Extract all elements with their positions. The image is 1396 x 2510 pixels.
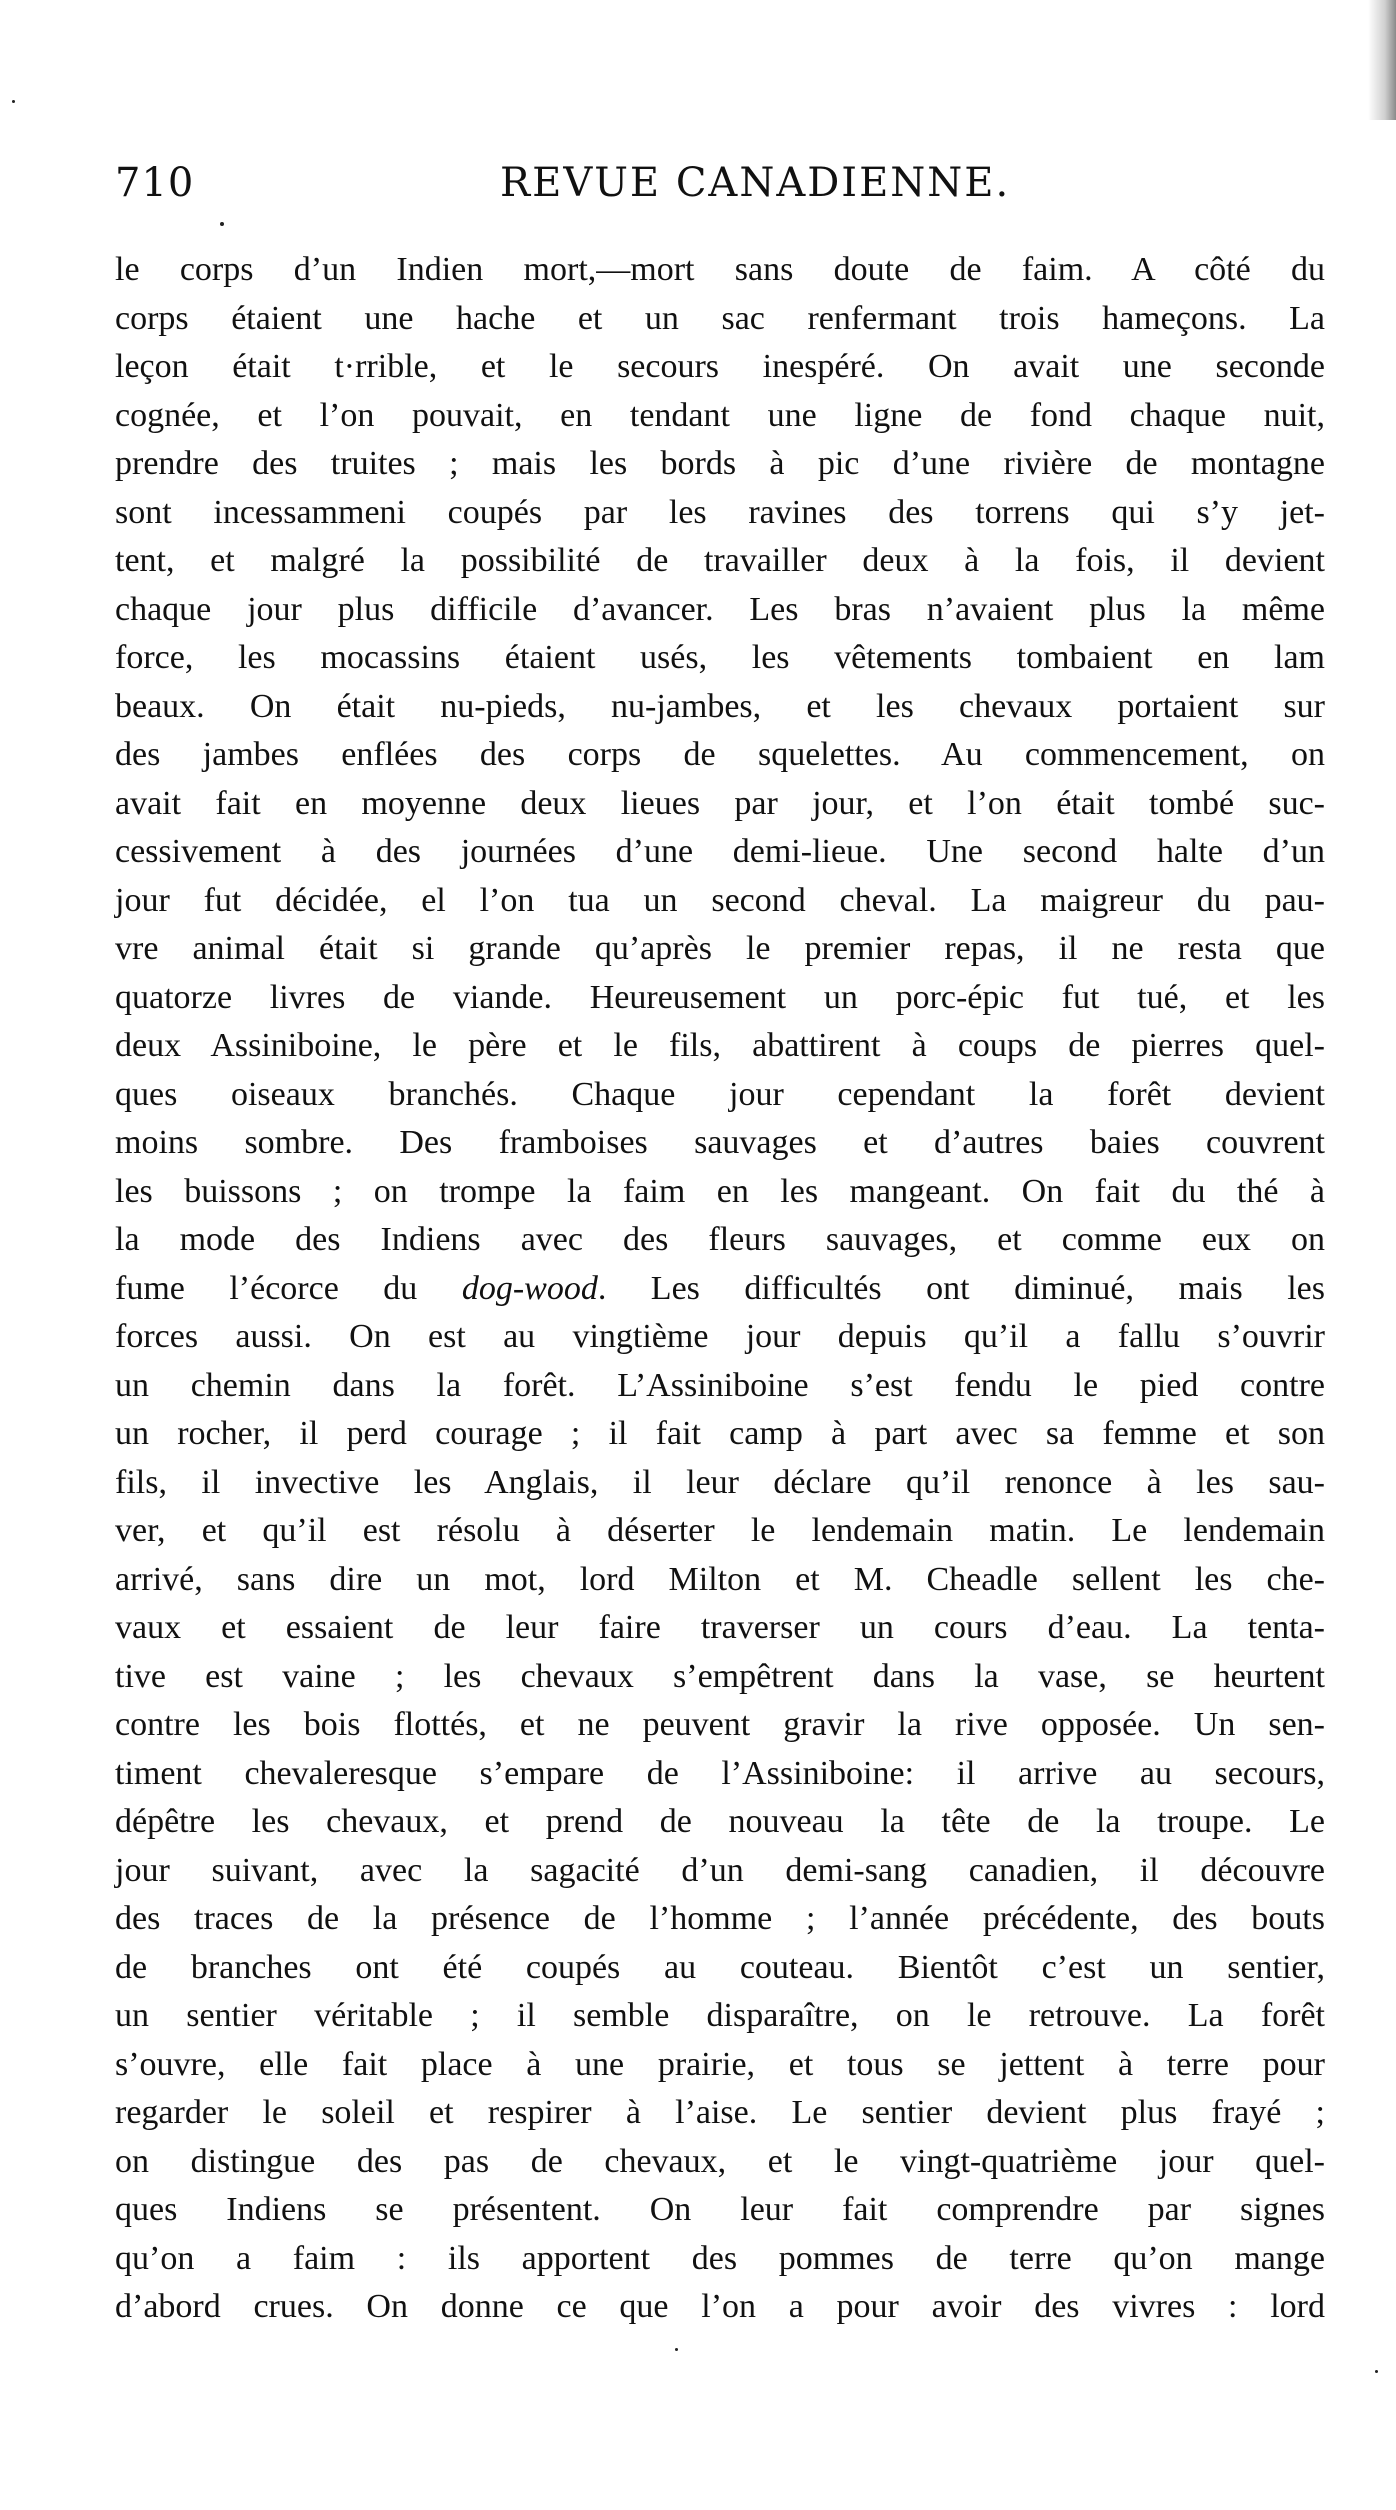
text-line: timent chevaleresque s’empare de l’Assiniboine: il arrive au secours, (115, 1754, 1325, 1792)
text-line: jour fut décidée, el l’on tua un second cheval. La maigreur du pau- (115, 881, 1325, 919)
text-line: chaque jour plus difficile d’avancer. Les bras n’avaient plus la même (115, 590, 1325, 628)
ink-speck (220, 222, 224, 226)
ink-speck (675, 2348, 678, 2351)
text-line: ques oiseaux branchés. Chaque jour cependant la forêt devient (115, 1075, 1325, 1113)
text-line: on distingue des pas de chevaux, et le vingt-quatrième jour quel- (115, 2142, 1325, 2180)
text-line: ver, et qu’il est résolu à déserter le lendemain matin. Le lendemain (115, 1512, 1325, 1549)
text-line: dépêtre les chevaux, et prend de nouveau la tête de la troupe. Le (115, 1803, 1325, 1840)
text-line: qu’on a faim : ils apportent des pommes de terre qu’on mange (115, 2239, 1325, 2277)
page-header (115, 160, 1325, 220)
text-line: de branches ont été coupés au couteau. Bientôt c’est un sentier, (115, 1948, 1325, 1986)
text-line: le corps d’un Indien mort,—mort sans doute de faim. A côté du (115, 251, 1325, 288)
ink-speck (1375, 2370, 1378, 2373)
ink-speck (12, 100, 15, 103)
text-line: cognée, et l’on pouvait, en tendant une ligne de fond chaque nuit, (115, 396, 1325, 434)
text-line: des traces de la présence de l’homme ; l’année précédente, des bouts (115, 1900, 1325, 1937)
text-line: ques Indiens se présentent. On leur fait comprendre par signes (115, 2191, 1325, 2228)
page-edge-shadow (1368, 0, 1396, 120)
text-line: les buissons ; on trompe la faim en les mangeant. On fait du thé à (115, 1172, 1325, 1210)
text-line: jour suivant, avec la sagacité d’un demi-sang canadien, il découvre (115, 1851, 1325, 1889)
italic-term: dog-wood (461, 1269, 598, 1307)
text-line: d’abord crues. On donne ce que l’on a pour avoir des vivres : lord (115, 2288, 1325, 2325)
running-title: REVUE CANADIENNE. (500, 160, 1011, 206)
body-text (115, 246, 1325, 2332)
text-line: forces aussi. On est au vingtième jour depuis qu’il a fallu s’ouvrir (115, 1318, 1325, 1355)
text-line: tent, et malgré la possibilité de travailler deux à la fois, il devient (115, 542, 1325, 579)
text-segment: . Les difficultés ont diminué, mais les (597, 1269, 1325, 1307)
text-line: leçon était t·rrible, et le secours inespéré. On avait une seconde (115, 348, 1325, 385)
text-segment: fume l’écorce du (115, 1269, 462, 1307)
text-line: des jambes enflées des corps de squelettes. Au commencement, on (115, 736, 1325, 773)
text-line: deux Assiniboine, le père et le fils, abattirent à coups de pierres quel- (115, 1027, 1325, 1064)
text-line: vaux et essaient de leur faire traverser un cours d’eau. La tenta- (115, 1609, 1325, 1646)
text-line: sont incessammeni coupés par les ravines des torrens qui s’y jet- (115, 493, 1325, 531)
page-number: 710 (115, 160, 195, 206)
text-line: regarder le soleil et respirer à l’aise. Le sentier devient plus frayé ; (115, 2094, 1325, 2131)
text-line: un rocher, il perd courage ; il fait camp à part avec sa femme et son (115, 1415, 1325, 1452)
text-line: arrivé, sans dire un mot, lord Milton et M. Cheadle sellent les che- (115, 1560, 1325, 1598)
text-line: quatorze livres de viande. Heureusement un porc-épic fut tué, et les (115, 978, 1325, 1016)
text-line: tive est vaine ; les chevaux s’empêtrent dans la vase, se heurtent (115, 1657, 1325, 1695)
text-line: contre les bois flottés, et ne peuvent gravir la rive opposée. Un sen- (115, 1706, 1325, 1743)
text-line: corps étaient une hache et un sac renfermant trois hameçons. La (115, 299, 1325, 337)
text-line: un chemin dans la forêt. L’Assiniboine s’est fendu le pied contre (115, 1366, 1325, 1404)
text-line: un sentier véritable ; il semble disparaître, on le retrouve. La forêt (115, 1997, 1325, 2034)
text-line (115, 1265, 1325, 1314)
text-line: moins sombre. Des framboises sauvages et d’autres baies couvrent (115, 1124, 1325, 1161)
text-line: vre animal était si grande qu’après le premier repas, il ne resta que (115, 930, 1325, 967)
text-line: cessivement à des journées d’une demi-lieue. Une second halte d’un (115, 833, 1325, 870)
text-line: prendre des truites ; mais les bords à pic d’une rivière de montagne (115, 445, 1325, 482)
text-line: avait fait en moyenne deux lieues par jour, et l’on était tombé suc- (115, 784, 1325, 822)
text-line: s’ouvre, elle fait place à une prairie, et tous se jettent à terre pour (115, 2045, 1325, 2083)
text-line: beaux. On était nu-pieds, nu-jambes, et les chevaux portaient sur (115, 687, 1325, 725)
text-line: fils, il invective les Anglais, il leur déclare qu’il renonce à les sau- (115, 1463, 1325, 1501)
text-line: force, les mocassins étaient usés, les vêtements tombaient en lam (115, 639, 1325, 676)
text-line: la mode des Indiens avec des fleurs sauvages, et comme eux on (115, 1221, 1325, 1258)
